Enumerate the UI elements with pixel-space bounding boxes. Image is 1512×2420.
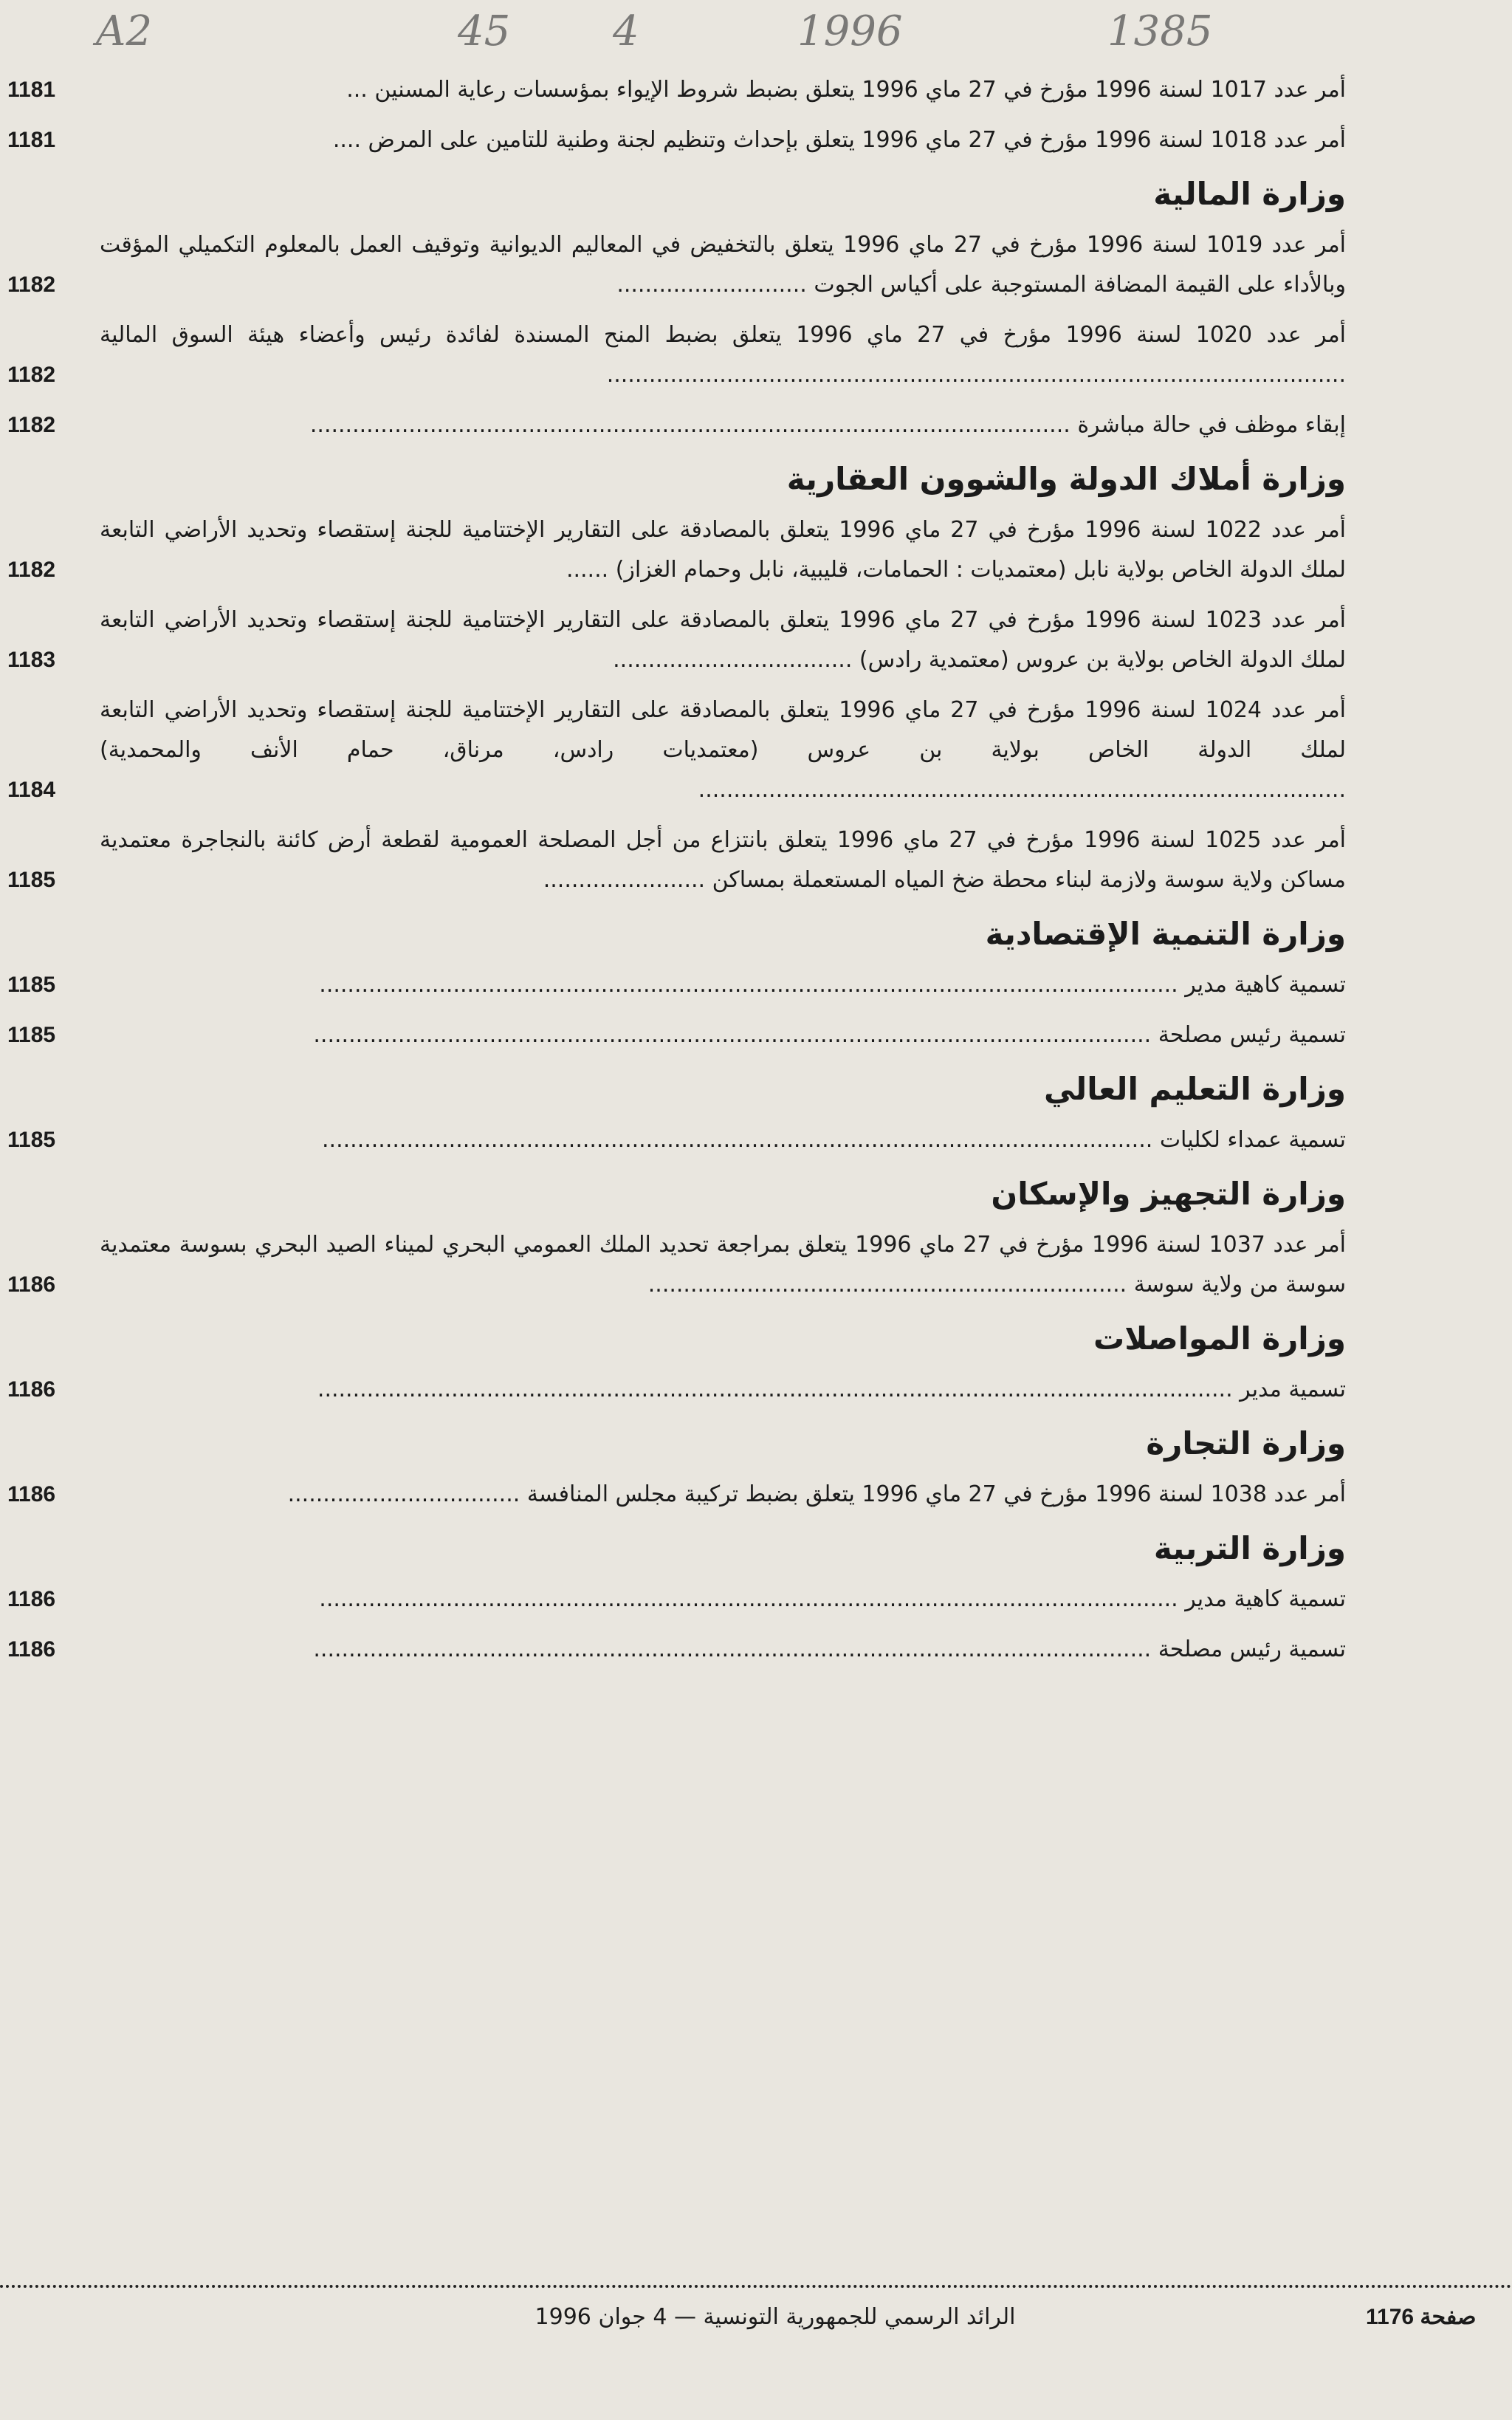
toc-entry-text: تسمية كاهية مدير ..........................................................................................................................	[319, 972, 1346, 998]
toc-entry-text: أمر عدد 1023 لسنة 1996 مؤرخ في 27 ماي 1996 يتعلق بالمصادقة على التقارير الإختتامية للجنة إستقصاء وتحديد الأراضي التابعة لملك الدولة الخاص بولاية بن عروس (معتمدية رادس) ..................................	[100, 607, 1346, 673]
toc-entry	[0, 1370, 1512, 1410]
toc-entry-page: 1181	[7, 78, 56, 102]
ministry-section	[0, 1423, 1512, 1515]
toc-entry-page: 1186	[7, 1377, 56, 1402]
ministry-heading: وزارة التربية	[1153, 1530, 1346, 1566]
toc-entry-text: أمر عدد 1037 لسنة 1996 مؤرخ في 27 ماي 1996 يتعلق بمراجعة تحديد الملك العمومي البحري لميناء الصيد البحري بسوسة معتمدية سوسة من ولاية سوسة ....................................................................	[100, 1232, 1346, 1298]
page-footer	[0, 2295, 1512, 2340]
footer-page-number: صفحة 1176	[1366, 2305, 1477, 2329]
ministry-heading: وزارة التجهيز والإسكان	[991, 1176, 1346, 1212]
toc-entry-text: أمر عدد 1025 لسنة 1996 مؤرخ في 27 ماي 1996 يتعلق بانتزاع من أجل المصلحة العمومية لقطعة أرض كائنة بالنجاجرة معتمدية مساكن ولاية سوسة ولازمة لبناء محطة ضخ المياه المستعملة بمساكن .......................	[100, 827, 1346, 893]
ministry-section	[0, 1318, 1512, 1410]
toc-entry-text: تسمية كاهية مدير ..........................................................................................................................	[319, 1586, 1346, 1612]
ministry-section	[0, 70, 1512, 160]
toc-entry-page: 1181	[7, 128, 56, 152]
toc-entry-page: 1183	[7, 648, 56, 672]
toc-entry-page: 1182	[7, 558, 56, 582]
toc-entry-text: أمر عدد 1024 لسنة 1996 مؤرخ في 27 ماي 1996 يتعلق بالمصادقة على التقارير الإختتامية للجنة إستقصاء وتحديد الأراضي التابعة لملك الدولة الخاص بولاية بن عروس (معتمديات رادس، مرناق، حمام الأنف والمحمدية) ............................................................................................	[100, 697, 1346, 803]
toc-entry	[0, 820, 1512, 900]
toc-entry	[0, 1225, 1512, 1305]
toc-entry	[0, 600, 1512, 680]
toc-entry-text: تسمية رئيس مصلحة .......................................................................................................................	[313, 1022, 1346, 1048]
toc-entry-page: 1185	[7, 1023, 56, 1047]
toc-entry	[0, 225, 1512, 305]
ministry-section	[0, 1069, 1512, 1160]
handwritten-note-1385: 1385	[1107, 7, 1213, 55]
footer-publication-title: الرائد الرسمي للجمهورية التونسية — 4 جوان 1996	[535, 2304, 1016, 2330]
toc-entry	[0, 1015, 1512, 1055]
toc-entry	[0, 70, 1512, 110]
toc-entry	[0, 1120, 1512, 1160]
toc-entry-text: تسمية رئيس مصلحة .......................................................................................................................	[313, 1636, 1346, 1662]
table-of-contents	[0, 70, 1512, 1680]
toc-entry-page: 1186	[7, 1637, 56, 1662]
toc-entry-text: أمر عدد 1022 لسنة 1996 مؤرخ في 27 ماي 1996 يتعلق بالمصادقة على التقارير الإختتامية للجنة إستقصاء وتحديد الأراضي التابعة لملك الدولة الخاص بولاية نابل (معتمديات : الحمامات، قليبية، نابل وحمام الغزاز) ......	[100, 517, 1346, 583]
toc-entry	[0, 510, 1512, 590]
handwritten-note-4: 4	[613, 7, 639, 55]
toc-entry-page: 1186	[7, 1482, 56, 1506]
toc-entry	[0, 1580, 1512, 1619]
ministry-heading: وزارة التعليم العالي	[1043, 1071, 1346, 1107]
toc-entry-page: 1186	[7, 1587, 56, 1611]
ministry-section	[0, 1528, 1512, 1670]
footer-divider	[0, 2285, 1512, 2292]
toc-entry	[0, 690, 1512, 810]
toc-entry-page: 1185	[7, 868, 56, 892]
toc-entry	[0, 965, 1512, 1005]
toc-entry-text: أمر عدد 1020 لسنة 1996 مؤرخ في 27 ماي 1996 يتعلق بضبط المنح المسندة لفائدة رئيس وأعضاء هيئة السوق المالية .........................................................................................................	[100, 322, 1347, 388]
ministry-heading: وزارة التجارة	[1146, 1425, 1346, 1461]
toc-entry-text: أمر عدد 1019 لسنة 1996 مؤرخ في 27 ماي 1996 يتعلق بالتخفيض في المعاليم الديوانية وتوقيف العمل بالمعلوم التكميلي المؤقت وبالأداء على القيمة المضافة المستوجبة على أكياس الجوت ...........................	[100, 232, 1347, 298]
ministry-heading: وزارة أملاك الدولة والشوون العقارية	[786, 461, 1346, 497]
toc-entry-page: 1185	[7, 973, 56, 997]
toc-entry-page: 1185	[7, 1128, 56, 1152]
handwritten-note-45: 45	[458, 7, 511, 55]
ministry-section	[0, 459, 1512, 900]
ministry-section	[0, 1173, 1512, 1305]
ministry-heading: وزارة المواصلات	[1093, 1320, 1346, 1357]
toc-entry-page: 1182	[7, 363, 56, 387]
toc-entry	[0, 1475, 1512, 1515]
toc-entry	[0, 405, 1512, 445]
ministry-section	[0, 174, 1512, 445]
toc-entry-text: أمر عدد 1018 لسنة 1996 مؤرخ في 27 ماي 1996 يتعلق بإحداث وتنظيم لجنة وطنية للتامين على المرض ....	[332, 127, 1346, 153]
toc-entry	[0, 120, 1512, 160]
handwritten-note-year: 1996	[797, 7, 903, 55]
toc-entry-page: 1182	[7, 413, 56, 437]
toc-entry-page: 1186	[7, 1272, 56, 1297]
toc-entry-text: إبقاء موظف في حالة مباشرة ............................................................................................................	[309, 412, 1346, 438]
toc-entry	[0, 1630, 1512, 1670]
ministry-section	[0, 914, 1512, 1055]
toc-entry-text: أمر عدد 1017 لسنة 1996 مؤرخ في 27 ماي 1996 يتعلق بضبط شروط الإيواء بمؤسسات رعاية المسنين ...	[346, 77, 1346, 103]
ministry-heading: وزارة التنمية الإقتصادية	[985, 916, 1346, 952]
toc-entry-text: أمر عدد 1038 لسنة 1996 مؤرخ في 27 ماي 1996 يتعلق بضبط تركيبة مجلس المنافسة .................................	[287, 1481, 1346, 1507]
ministry-heading: وزارة المالية	[1153, 176, 1346, 212]
toc-entry-page: 1182	[7, 272, 56, 297]
toc-entry	[0, 315, 1512, 395]
handwritten-note-a2: A2	[96, 7, 153, 55]
toc-entry-text: تسمية عمداء لكليات ......................................................................................................................	[322, 1127, 1346, 1153]
toc-entry-page: 1184	[7, 778, 56, 802]
toc-entry-text: تسمية مدير ..................................................................................................................................	[317, 1377, 1346, 1402]
